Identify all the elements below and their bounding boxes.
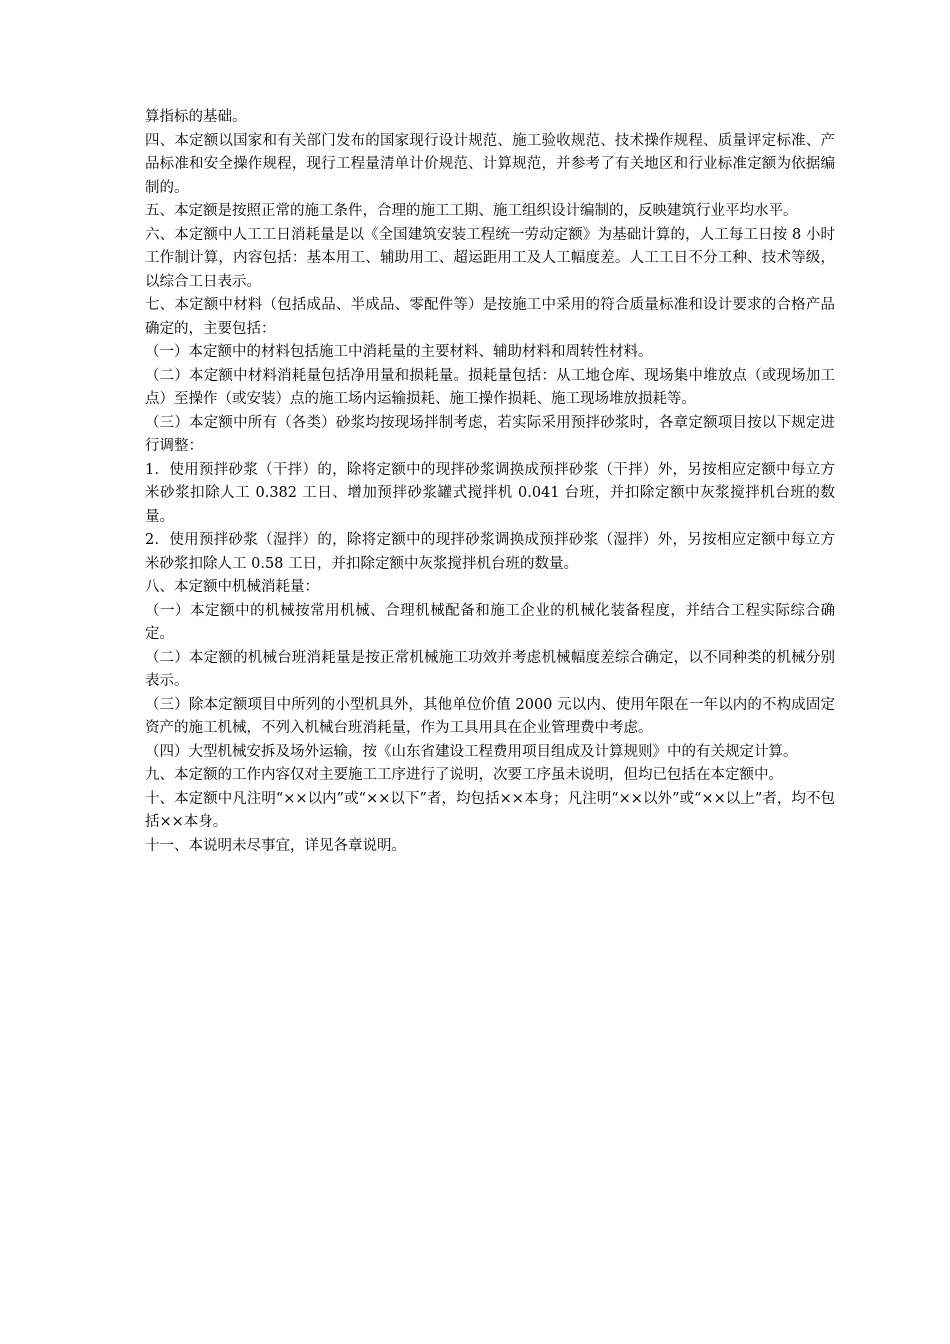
paragraph-item-8-machinery: 八、本定额中机械消耗量： [145,579,319,595]
paragraph-item-7-2-material-loss: （二）本定额中材料消耗量包括净用量和损耗量。损耗量包括：从工地仓库、现场集中堆放点（或现场加工点）至操作（或安装）点的施工场内运输损耗、施工操作损耗、施工现场堆放损耗等。 [145,367,835,407]
paragraph-dry-mix-mortar-rule: 1．使用预拌砂浆（干拌）的，除将定额中的现拌砂浆调换成预拌砂浆（干拌）外，另按相应定额中每立方米砂浆扣除人工 0.382 工日、增加预拌砂浆罐式搅拌机 0.041 台班，并扣除定额中灰浆搅拌机台班的数量。 [145,461,835,525]
paragraph-item-7-materials: 七、本定额中材料（包括成品、半成品、零配件等）是按施工中采用的符合质量标准和设计要求的合格产品确定的，主要包括： [145,297,835,337]
document-body [145,106,835,858]
paragraph-item-10-range-notation: 十、本定额中凡注明“××以内”或“××以下”者，均包括××本身；凡注明“××以外”或“××以上”者，均不包括××本身。 [145,790,835,830]
paragraph-wet-mix-mortar-rule: 2．使用预拌砂浆（湿拌）的，除将定额中的现拌砂浆调换成预拌砂浆（湿拌）外，另按相应定额中每立方米砂浆扣除人工 0.58 工日，并扣除定额中灰浆搅拌机台班的数量。 [145,532,835,572]
paragraph-item-9-work-content: 九、本定额的工作内容仅对主要施工工序进行了说明，次要工序虽未说明，但均已包括在本定额中。 [145,767,783,783]
paragraph-item-11-remaining-matters: 十一、本说明未尽事宜，详见各章说明。 [145,837,406,854]
paragraph-calculation-basis: 算指标的基础。 [145,109,247,125]
paragraph-item-7-1-material-types: （一）本定额中的材料包括施工中消耗量的主要材料、辅助材料和周转性材料。 [145,344,653,360]
paragraph-item-6-labor-consumption: 六、本定额中人工工日消耗量是以《全国建筑安装工程统一劳动定额》为基础计算的，人工每工日按 8 小时工作制计算，内容包括：基本用工、辅助用工、超运距用工及人工幅度差。人工工日不分工种、技术等级，以综合工日表示。 [145,226,835,290]
paragraph-item-7-3-mortar: （三）本定额中所有（各类）砂浆均按现场拌制考虑，若实际采用预拌砂浆时，各章定额项目按以下规定进行调整： [145,414,835,454]
paragraph-item-8-3-small-tools: （三）除本定额项目中所列的小型机具外，其他单位价值 2000 元以内、使用年限在一年以内的不构成固定资产的施工机械，不列入机械台班消耗量，作为工具用具在企业管理费中考虑。 [145,696,835,736]
paragraph-item-8-4-large-machinery: （四）大型机械安拆及场外运输，按《山东省建设工程费用项目组成及计算规则》中的有关规定计算。 [145,743,798,760]
paragraph-item-8-1-machinery-selection: （一）本定额中的机械按常用机械、合理机械配备和施工企业的机械化装备程度，并结合工程实际综合确定。 [145,602,835,642]
paragraph-item-5-construction-conditions: 五、本定额是按照正常的施工条件，合理的施工工期、施工组织设计编制的，反映建筑行业平均水平。 [145,203,798,219]
paragraph-item-8-2-machine-shifts: （二）本定额的机械台班消耗量是按正常机械施工功效并考虑机械幅度差综合确定，以不同种类的机械分别表示。 [145,649,835,689]
paragraph-item-4-compilation-basis: 四、本定额以国家和有关部门发布的国家现行设计规范、施工验收规范、技术操作规程、质量评定标准、产品标准和安全操作规程，现行工程量清单计价规范、计算规范，并参考了有关地区和行业标准定额为依据编制的。 [145,132,835,196]
